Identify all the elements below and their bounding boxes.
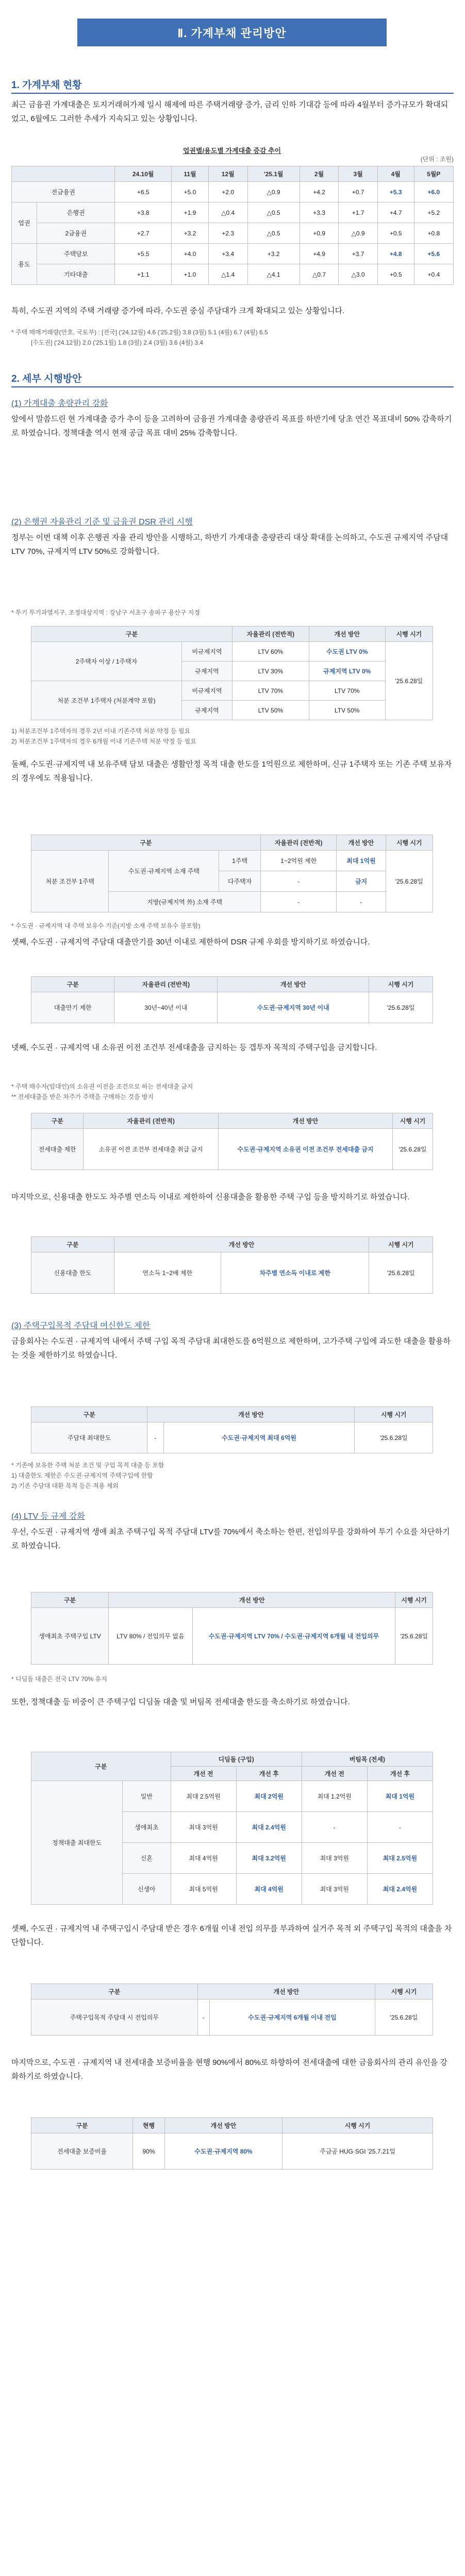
table-cell: +2.3 (208, 223, 247, 244)
table-cell: +0.9 (300, 223, 339, 244)
table-cell: LTV 60% (232, 642, 309, 662)
table-header: 개선 방안 (218, 1113, 392, 1129)
table-cell: - (302, 1812, 367, 1843)
row-label: 전금융권 (12, 182, 115, 202)
table-header: 구분 (31, 835, 261, 851)
row-label: 2주택자 이상 / 1주택자 (31, 642, 182, 681)
table-header: 구분 (31, 2118, 133, 2133)
table-cell: △0.5 (247, 223, 300, 244)
table-cell: 최대 2.5억원 (171, 1781, 236, 1812)
footnote: * 주택 매매거래량(만호, 국토부) : [전국] ('24.12월) 4.6 ('25.2월) 3.8 (3월) 5.1 (4월) 6.7 (4월) 6.5 (11, 329, 268, 336)
paragraph: 금융회사는 수도권 · 규제지역 내에서 주택 구입 목적 주담대 최대한도를 6억원으로 제한하며, 고가주택 구입에 과도한 대출을 활용하는 것을 제한하기로 하였습니다. (11, 1337, 451, 1360)
footnote: [수도권] ('24.12월) 2.0 ('25.1월) 1.8 (3월) 2.4 (3월) 3.6 (4월) 3.4 (31, 339, 204, 346)
table-cell: 최대 3억원 (171, 1812, 236, 1843)
table-header: 구분 (31, 1407, 147, 1422)
table-header: 구분 (31, 1237, 114, 1252)
table-cell: - (197, 1999, 209, 2036)
table-cell: '25.6.28일 (385, 642, 433, 720)
table-header: 2월 (300, 166, 339, 182)
row-label: 생애최초 주택구입 LTV (31, 1608, 109, 1665)
row-label: 비규제지역 (181, 681, 232, 701)
first-home-ltv-table (31, 1592, 433, 1665)
footnote: ** 전세대출을 받은 차주가 주택을 구매하는 것을 방지 (11, 1093, 154, 1100)
table-cell: △3.0 (339, 264, 378, 285)
table-header: 개선 방안 (337, 835, 386, 851)
table-cell: 수도권·규제지역 80% (165, 2133, 283, 2170)
table-cell: '25.6.28일 (369, 1252, 433, 1294)
table-cell: 규제지역 LTV 0% (309, 662, 385, 681)
table-header: 시행 시기 (369, 1237, 433, 1252)
table-cell: '25.6.28일 (395, 1608, 433, 1665)
table-header: 자율관리 (전반적) (84, 1113, 218, 1129)
table-cell: 수도권·규제지역 최대 6억원 (163, 1422, 355, 1453)
table-cell: +4.7 (377, 202, 414, 223)
row-label: 주담대 최대한도 (31, 1422, 147, 1453)
table-cell: +3.8 (115, 202, 172, 223)
table-cell: △0.5 (247, 202, 300, 223)
table-cell: 최대 4억원 (171, 1843, 236, 1874)
table-header: '25.1월 (247, 166, 300, 182)
table-cell: '25.6.28일 (369, 992, 433, 1023)
table-cell: 최대 1억원 (337, 851, 386, 871)
table-cell: 연소득 1~2배 제한 (114, 1252, 221, 1294)
table-cell: +5.6 (414, 244, 453, 264)
table-cell: +5.0 (171, 182, 208, 202)
unit-label: (단위 : 조원) (420, 156, 454, 163)
subsection-heading: (1) 가계대출 총량관리 강화 (11, 399, 108, 408)
table-cell: +4.0 (171, 244, 208, 264)
row-label: 생애최초 (123, 1812, 171, 1843)
table-header: 시행 시기 (369, 977, 433, 992)
table-header: 개선 방안 (147, 1407, 355, 1422)
table-cell: +4.9 (300, 244, 339, 264)
table-header: 개선 후 (367, 1767, 433, 1781)
table-cell: 90% (133, 2133, 165, 2170)
table-cell: 최대 3억원 (302, 1874, 367, 1905)
footnote: 1) 대출한도 제한은 수도권·규제지역 주택구입에 한함 (11, 1472, 153, 1479)
footnote: * 주택 매수자(임대인)의 소유권 이전을 조건으로 하는 전세대출 금지 (11, 1083, 193, 1090)
row-label: 주택담보 (37, 244, 115, 264)
table-header: 개선 방안 (114, 1237, 369, 1252)
table-header: 시행 시기 (355, 1407, 433, 1422)
table-header: 4월 (377, 166, 414, 182)
table-caption: 업권별/용도별 가계대출 증감 추이 (182, 147, 281, 155)
table-header: 자율관리 (전반적) (114, 977, 218, 992)
table-cell: +3.4 (208, 244, 247, 264)
table-header: 11월 (171, 166, 208, 182)
table-cell: △0.9 (247, 182, 300, 202)
table-header: 현행 (133, 2118, 165, 2133)
table-header: 시행 시기 (393, 1113, 433, 1129)
table-cell: 수도권·규제지역 LTV 70% / 수도권·규제지역 6개월 내 전입의무 (192, 1608, 395, 1665)
table-header: 5월P (414, 166, 453, 182)
table-cell: - (260, 871, 337, 892)
table-cell: +1.1 (115, 264, 172, 285)
table-cell: LTV 80% / 전입의무 없음 (109, 1608, 193, 1665)
table-cell: 주금공 HUG·SGI '25.7.21일 (282, 2133, 433, 2170)
policy-loan-table (31, 1752, 433, 1905)
table-cell: +5.2 (414, 202, 453, 223)
table-header: 시행 시기 (385, 626, 433, 642)
table-cell: △0.7 (300, 264, 339, 285)
table-cell: 최대 2.4억원 (367, 1874, 433, 1905)
footnote: * 디딤돌 대출은 전국 LTV 70% 유지 (11, 1675, 107, 1683)
section-heading: 1. 가계부채 현황 (11, 77, 454, 94)
paragraph: 셋째, 수도권 · 규제지역 내 주택구입시 주담대 받은 경우 6개월 이내 전입 의무를 부과하여 실거주 목적 외 주택구입 목적의 대출을 차단합니다. (11, 1924, 452, 1947)
collateral-limit-table (31, 835, 433, 912)
table-cell: 수도권·규제지역 30년 이내 (218, 992, 369, 1023)
table-cell: +0.4 (414, 264, 453, 285)
row-label: 지방(규제지역 外) 소재 주택 (109, 892, 260, 912)
table-cell: LTV 70% (232, 681, 309, 701)
row-label: 전세대출 보증비율 (31, 2133, 133, 2170)
table-cell: △1.4 (208, 264, 247, 285)
table-cell: LTV 50% (232, 701, 309, 720)
footnote: * 투기 투기과열지구, 조정대상지역 : 강남구 서초구 송파구 용산구 지정 (11, 609, 200, 616)
table-header: 시행 시기 (395, 1592, 433, 1608)
subsection-heading: (3) 주택구입목적 주담대 여신한도 제한 (11, 1321, 151, 1330)
table-cell: 1~2억원 제한 (260, 851, 337, 871)
table-cell: +0.7 (339, 182, 378, 202)
table-cell: 최대 1.2억원 (302, 1781, 367, 1812)
table-cell: 최대 2.4억원 (236, 1812, 302, 1843)
footnote: * 수도권 · 규제지역 내 주택 보유수 기준(지방 소재 주택 보유수 불포함) (11, 922, 201, 929)
row-label: 신혼 (123, 1843, 171, 1874)
table-cell: LTV 50% (309, 701, 385, 720)
table-cell: 수도권 LTV 0% (309, 642, 385, 662)
table-cell: +2.0 (208, 182, 247, 202)
table-cell: 최대 2.5억원 (367, 1843, 433, 1874)
row-label: 1주택 (219, 851, 261, 871)
table-cell: +2.7 (115, 223, 172, 244)
table-cell: +0.8 (414, 223, 453, 244)
table-header: 구분 (31, 1113, 84, 1129)
paragraph: 둘째, 수도권·규제지역 내 보유주택 담보 대출은 생활안정 목적 대출 한도를 1억원으로 제한하며, 신규 1주택자 또는 기존 주택 보유자의 경우에도 적용됩니다. (11, 760, 452, 783)
table-cell: △0.4 (208, 202, 247, 223)
table-header: 개선 전 (302, 1767, 367, 1781)
table-cell: 수도권·규제지역 6개월 이내 전입 (209, 1999, 375, 2036)
footnote: 2) 기존 주담대 대환 목적 등은 적용 제외 (11, 1482, 119, 1489)
row-label: 처분 조건부 1주택 (31, 851, 109, 912)
table-cell: - (147, 1422, 163, 1453)
table-header: 개선 후 (236, 1767, 302, 1781)
footnote: 2) 처분조건부 1주택자의 경우 6개월 이내 기존주택 처분 약정 등 필요 (11, 738, 196, 745)
table-cell: +3.2 (171, 223, 208, 244)
table-header: 자율관리 (전반적) (260, 835, 337, 851)
table-cell: - (367, 1812, 433, 1843)
row-label: 은행권 (37, 202, 115, 223)
paragraph: 특히, 수도권 지역의 주택 거래량 증가에 따라, 수도권 중심 주담대가 크게 확대되고 있는 상황입니다. (11, 307, 345, 315)
table-header: 개선 방안 (165, 2118, 283, 2133)
subsection-heading: (2) 은행권 자율관리 기준 및 금융권 DSR 관리 시행 (11, 518, 193, 527)
table-cell: '25.6.28일 (386, 851, 433, 912)
table-cell: '25.6.28일 (355, 1422, 433, 1453)
paragraph: 마지막으로, 신용대출 한도도 차주별 연소득 이내로 제한하여 신용대출을 활용한 주택 구입 등을 방지하기로 하였습니다. (11, 1193, 410, 1201)
paragraph: 우선, 수도권 · 규제지역 생애 최초 주택구입 목적 주담대 LTV를 70%에서 축소하는 한편, 전입의무를 강화하여 투기 수요를 차단하기로 하였습니다. (11, 1528, 450, 1550)
row-label: 신생아 (123, 1874, 171, 1905)
table-cell: 최대 4억원 (236, 1874, 302, 1905)
table-cell: +3.7 (339, 244, 378, 264)
table-header (12, 166, 115, 182)
table-cell: 최대 3억원 (302, 1843, 367, 1874)
table-header: 구분 (31, 1752, 171, 1781)
table-header: 3월 (339, 166, 378, 182)
table-cell: 최대 3.2억원 (236, 1843, 302, 1874)
row-label: 비규제지역 (181, 642, 232, 662)
table-cell: '25.6.28일 (393, 1129, 433, 1170)
table-cell: 소유권 이전 조건부 전세대출 취급 금지 (84, 1129, 218, 1170)
table-header: 자율관리 (전반적) (232, 626, 309, 642)
paragraph: 또한, 정책대출 등 비중이 큰 주택구입 디딤돌 대출 및 버팀목 전세대출 한도를 축소하기로 하였습니다. (11, 1698, 350, 1706)
table-cell: +3.3 (300, 202, 339, 223)
page-title: Ⅱ. 가계부채 관리방안 (77, 19, 387, 46)
table-cell: LTV 70% (309, 681, 385, 701)
row-label: 처분 조건부 1주택자 (처분계약 포함) (31, 681, 182, 720)
subsection-heading: (4) LTV 등 규제 강화 (11, 1512, 85, 1521)
table-cell: 수도권·규제지역 소유권 이전 조건부 전세대출 금지 (218, 1129, 392, 1170)
table-cell: +1.0 (171, 264, 208, 285)
table-header: 구분 (31, 1984, 198, 1999)
row-label: 일반 (123, 1781, 171, 1812)
table-cell: +6.5 (115, 182, 172, 202)
row-label: 정책대출 최대한도 (31, 1781, 123, 1905)
table-header: 개선 방안 (218, 977, 369, 992)
table-header: 시행 시기 (386, 835, 433, 851)
row-group-label: 업권 (12, 202, 37, 244)
row-label: 2금융권 (37, 223, 115, 244)
table-cell: +4.8 (377, 244, 414, 264)
footnote: * 기존에 보유한 주택 처분 조건 및 구입 목적 대출 등 포함 (11, 1462, 164, 1469)
table-cell: +6.0 (414, 182, 453, 202)
paragraph: 정부는 이번 대책 이후 은행권 자율 관리 방안을 시행하고, 하반기 가계대출 총량관리 대상 확대를 논의하고, 수도권 규제지역 주담대 LTV 70%, 규제지역 LTV 50%로 강화합니다. (11, 533, 449, 556)
row-label: 전세대출 제한 (31, 1129, 84, 1170)
paragraph: 앞에서 말씀드린 현 가계대출 증가 추이 등을 고려하여 금융권 가계대출 총량관리 목표를 하반기에 당초 연간 목표대비 50% 감축하기로 하였습니다. 정책대출 역시 현재 공급 목표 대비 25% 감축합니다. (11, 415, 452, 437)
table-cell: +0.5 (377, 264, 414, 285)
row-label: 기타대출 (37, 264, 115, 285)
loan-trend-table (11, 166, 454, 285)
row-label: 규제지역 (181, 662, 232, 681)
table-cell: +4.2 (300, 182, 339, 202)
table-header: 24.10월 (115, 166, 172, 182)
row-label: 대출만기 제한 (31, 992, 114, 1023)
paragraph: 넷째, 수도권 · 규제지역 내 소유권 이전 조건부 전세대출을 금지하는 등 갭투자 목적의 주택구입을 금지합니다. (11, 1043, 377, 1052)
table-header: 버팀목 (전세) (302, 1752, 433, 1767)
table-header: 시행 시기 (282, 2118, 433, 2133)
table-header: 구분 (31, 977, 114, 992)
paragraph: 마지막으로, 수도권 · 규제지역 내 전세대출 보증비율을 현행 90%에서 80%로 하향하여 전세대출에 대한 금융회사의 관리 유인을 강화하기로 하였습니다. (11, 2058, 447, 2081)
loan-maturity-table (31, 976, 433, 1023)
row-label: 주택구입목적 주담대 시 전입의무 (31, 1999, 198, 2036)
ltv-table (31, 626, 433, 720)
footnote: 1) 처분조건부 1주택자의 경우 2년 이내 기존주택 처분 약정 등 필요 (11, 727, 191, 735)
table-header: 12월 (208, 166, 247, 182)
table-cell: +1.7 (339, 202, 378, 223)
table-header: 디딤돌 (구입) (171, 1752, 302, 1767)
table-header: 개선 방안 (109, 1592, 395, 1608)
table-header: 개선 방안 (309, 626, 385, 642)
table-cell: '25.6.28일 (375, 1999, 433, 2036)
table-cell: 30년~40년 이내 (114, 992, 218, 1023)
table-cell: - (260, 892, 337, 912)
section-heading: 2. 세부 시행방안 (11, 371, 454, 387)
table-header: 구분 (31, 1592, 109, 1608)
table-cell: +3.2 (247, 244, 300, 264)
intro-paragraph: 최근 금융권 가계대출은 토지거래허가제 일시 해제에 따른 주택거래량 증가, 금리 인하 기대감 등에 따라 4월부터 증가규모가 확대되었고, 6월에도 그러한 추세가 지속되고 있는 상황입니다. (11, 100, 449, 123)
table-cell: +5.5 (115, 244, 172, 264)
guarantee-ratio-table (31, 2117, 433, 2170)
table-header: 개선 전 (171, 1767, 236, 1781)
row-label: 다주택자 (219, 871, 261, 892)
jeonse-table (31, 1113, 433, 1170)
paragraph: 셋째, 수도권 · 규제지역 주담대 대출만기를 30년 이내로 제한하여 DSR 규제 우회를 방지하기로 하였습니다. (11, 938, 370, 946)
max-limit-table (31, 1406, 433, 1453)
table-cell: 최대 2억원 (236, 1781, 302, 1812)
table-cell: △4.1 (247, 264, 300, 285)
table-cell: +1.9 (171, 202, 208, 223)
move-in-table (31, 1984, 433, 2036)
table-cell: LTV 30% (232, 662, 309, 681)
table-cell: 최대 5억원 (171, 1874, 236, 1905)
table-header: 시행 시기 (375, 1984, 433, 1999)
table-header: 개선 방안 (197, 1984, 375, 1999)
table-cell: - (337, 892, 386, 912)
credit-loan-table (31, 1236, 433, 1294)
table-cell: +0.5 (377, 223, 414, 244)
row-label: 수도권·규제지역 소재 주택 (109, 851, 219, 892)
table-cell: 금지 (337, 871, 386, 892)
table-cell: 최대 1억원 (367, 1781, 433, 1812)
row-label: 규제지역 (181, 701, 232, 720)
table-cell: +5.3 (377, 182, 414, 202)
row-label: 신용대출 한도 (31, 1252, 114, 1294)
table-cell: △0.9 (339, 223, 378, 244)
row-group-label: 용도 (12, 244, 37, 285)
table-cell: 차주별 연소득 이내로 제한 (221, 1252, 369, 1294)
table-header: 구분 (31, 626, 232, 642)
